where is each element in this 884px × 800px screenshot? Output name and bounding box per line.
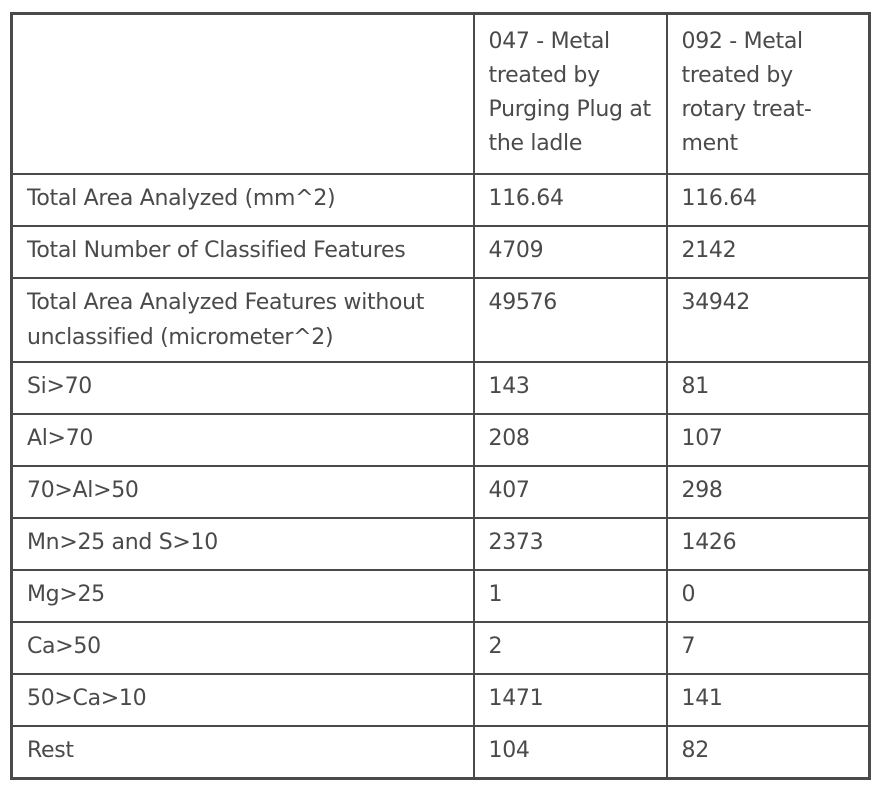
table-row [12,362,870,414]
column-header-092 [667,14,870,175]
value-cell-092: 81 [667,362,870,414]
row-label-cell: Rest [12,726,474,778]
row-label-cell: Mn>25 and S>10 [12,518,474,570]
value-cell-092: 0 [667,570,870,622]
value-cell-092: 82 [667,726,870,778]
row-label-cell: Al>70 [12,414,474,466]
value-cell-092: 34942 [667,278,870,362]
value-cell-047: 1471 [474,674,667,726]
table-row [12,726,870,778]
table-row [12,674,870,726]
value-cell-047: 407 [474,466,667,518]
row-label-cell: 50>Ca>10 [12,674,474,726]
table-row [12,414,870,466]
row-label-cell: Ca>50 [12,622,474,674]
column-header-047 [474,14,667,175]
row-label-cell: Total Number of Classified Features [12,226,474,278]
value-cell-047: 49576 [474,278,667,362]
inclusion-analysis-table-container [10,12,868,780]
table-row [12,622,870,674]
table-row [12,174,870,226]
value-cell-047: 208 [474,414,667,466]
value-cell-047: 2373 [474,518,667,570]
row-label-cell: Total Area Analyzed (mm^2) [12,174,474,226]
value-cell-047: 2 [474,622,667,674]
value-cell-047: 116.64 [474,174,667,226]
value-cell-047: 104 [474,726,667,778]
value-cell-092: 298 [667,466,870,518]
row-label-cell: Total Area Analyzed Features without unclassified (micrometer^2) [12,278,474,362]
row-label-cell: Si>70 [12,362,474,414]
value-cell-092: 7 [667,622,870,674]
value-cell-092: 141 [667,674,870,726]
table-row [12,466,870,518]
row-label-cell: 70>Al>50 [12,466,474,518]
table-row [12,518,870,570]
table-row [12,278,870,362]
value-cell-092: 107 [667,414,870,466]
value-cell-047: 1 [474,570,667,622]
value-cell-092: 1426 [667,518,870,570]
value-cell-047: 143 [474,362,667,414]
header-corner-cell [12,14,474,175]
table-row [12,570,870,622]
column-header-092-label: 092 - Metal treated by rotary treat-ment [681,29,812,156]
table-header-row [12,14,870,175]
column-header-047-label: 047 - Metal treated by Purging Plug at the ladle [488,29,651,156]
table-row [12,226,870,278]
value-cell-092: 2142 [667,226,870,278]
row-label-cell: Mg>25 [12,570,474,622]
value-cell-047: 4709 [474,226,667,278]
value-cell-092: 116.64 [667,174,870,226]
inclusion-analysis-table [10,12,871,780]
